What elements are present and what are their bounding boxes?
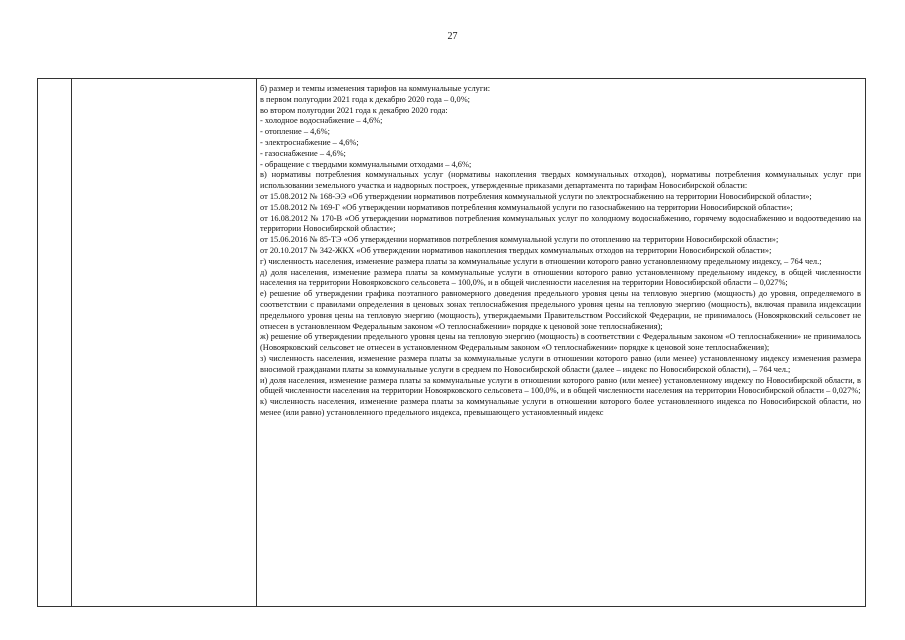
text-paragraph: ж) решение об утверждении предельного уровня цены на тепловую энергию (мощность) в соответствии с Федеральным законом «О теплоснабжении» не принималось (Новоярковский сельсовет не отнесен в установленном Федеральным законом «О теплоснабжении» порядке к ценовой зоне теплоснабжения); bbox=[260, 332, 861, 353]
text-paragraph: е) решение об утверждении графика поэтапного равномерного доведения предельного уровня цены на тепловую энергию (мощность) до уровня, определяемого в соответствии с правилами определения в ценовых зонах теплоснабжения предельного уровня цены на тепловую энергию (мощность), включая правила индексации предельного уровня цены на тепловую энергию (мощность), утверждаемыми Правительством Российской Федерации, не принималось (Новоярковский сельсовет не отнесен в установленном Федеральным законом «О теплоснабжении» порядке к ценовой зоне теплоснабжения); bbox=[260, 289, 861, 331]
page-number: 27 bbox=[447, 31, 458, 42]
text-paragraph: и) доля населения, изменение размера платы за коммунальные услуги в отношении которого равно (или менее) установленному индексу по Новосибирской области, в общей численности населения на территории Новоярковского сельсовета – 100,0%, и в общей численности населения на территории Новосибирской области – 0,027%; bbox=[260, 375, 861, 396]
document-table bbox=[37, 78, 866, 607]
text-paragraph: от 15.08.2012 № 169-Г «Об утверждении нормативов потребления коммунальной услуги по газоснабжению на территории Новосибирской области»; bbox=[260, 202, 793, 212]
text-line: - электроснабжение – 4,6%; bbox=[260, 137, 359, 147]
text-paragraph: от 20.10.2017 № 342-ЖКХ «Об утверждении нормативов накопления твердых коммунальных отходов на территории Новосибирской области»; bbox=[260, 245, 772, 255]
text-paragraph: з) численность населения, изменение размера платы за коммунальные услуги в отношении которого равно (или менее) установленному индексу изменения размера вносимой гражданами платы за коммунальные услуги в среднем по Новосибирской области (далее – индекс по Новосибирской области), – 764 чел.; bbox=[260, 353, 861, 374]
text-line: в первом полугодии 2021 года к декабрю 2020 года – 0,0%; bbox=[260, 94, 470, 104]
text-line: - отопление – 4,6%; bbox=[260, 127, 330, 137]
text-line: - холодное водоснабжение – 4,6%; bbox=[260, 116, 383, 126]
text-line: - газоснабжение – 4,6%; bbox=[260, 148, 346, 158]
text-paragraph: д) доля населения, изменение размера платы за коммунальные услуги в отношении которого равно установленному предельному индексу, в общей численности населения на территории Новоярковского сельсовета – 100,0%, и в общей численности населения на территории Новосибирской области – 0,027%; bbox=[260, 267, 861, 288]
text-paragraph: в) нормативы потребления коммунальных услуг (нормативы накопления твердых коммунальных отходов), нормативы потребления коммунальных услуг при использовании земельного участка и надворных построек, утвержденные приказами департамента по тарифам Новосибирской области: bbox=[260, 170, 861, 191]
text-line: б) размер и темпы изменения тарифов на коммунальные услуги: bbox=[260, 84, 491, 93]
column-divider-2 bbox=[256, 79, 257, 606]
text-paragraph: от 15.06.2016 № 85-ТЭ «Об утверждении нормативов потребления коммунальной услуги по отоплению на территории Новосибирской области»; bbox=[260, 235, 779, 245]
text-paragraph: от 16.08.2012 № 170-В «Об утверждении нормативов потребления коммунальных услуг по холодному водоснабжению, горячему водоснабжению и водоотведению на территории Новосибирской области»; bbox=[260, 213, 861, 234]
text-paragraph: к) численность населения, изменение размера платы за коммунальные услуги в отношении которого более установленного индекса по Новосибирской области, но менее (или равно) установленного предельного индекса, превышающего установленный индекс bbox=[260, 397, 861, 417]
table-cell-content bbox=[260, 84, 861, 606]
text-paragraph: г) численность населения, изменение размера платы за коммунальные услуги в отношении которого равно установленному предельному индексу, – 764 чел.; bbox=[260, 256, 822, 266]
text-line: во втором полугодии 2021 года к декабрю 2020 года: bbox=[260, 105, 448, 115]
text-line: - обращение с твердыми коммунальными отходами – 4,6%; bbox=[260, 159, 472, 169]
text-paragraph: от 15.08.2012 № 168-ЭЭ «Об утверждении нормативов потребления коммунальной услуги по электроснабжению на территории Новосибирской области»; bbox=[260, 191, 812, 201]
column-divider-1 bbox=[71, 79, 72, 606]
